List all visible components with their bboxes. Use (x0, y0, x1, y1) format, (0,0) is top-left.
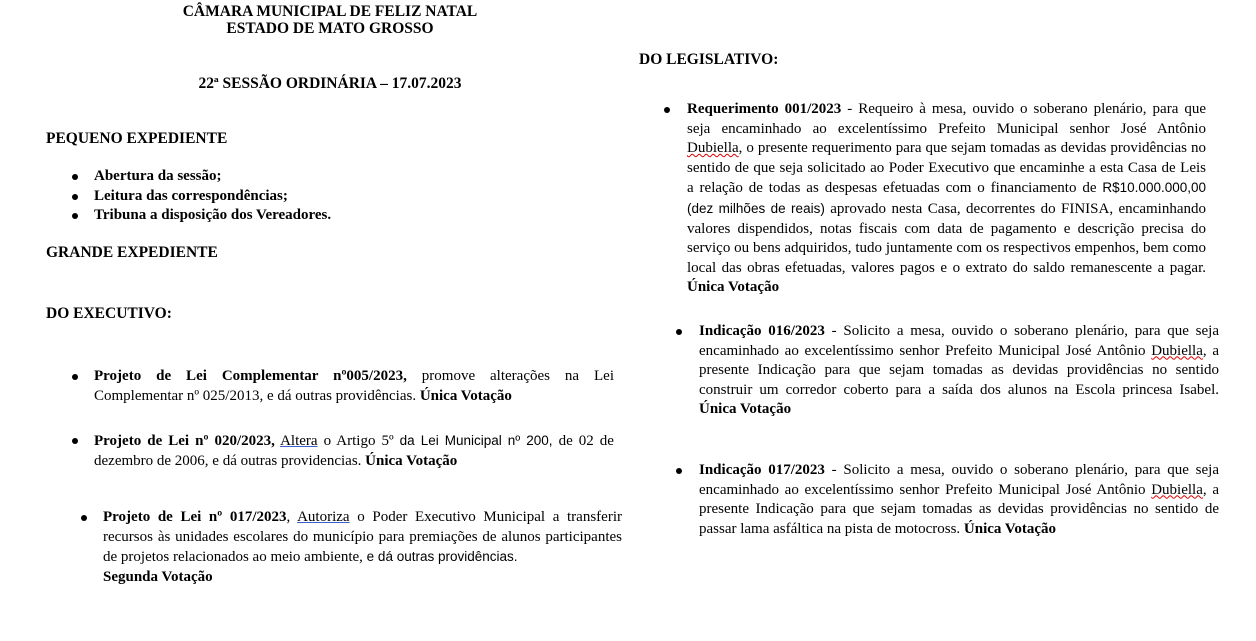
item-text: - Solicito a mesa, ouvido o soberano plenário, para que seja encaminhado ao excelentíssimo senhor Prefeito Municipal José Antônio (699, 462, 1219, 498)
list-item: Tribuna a disposição dos Vereadores. (94, 207, 332, 223)
bullet-icon (72, 438, 78, 444)
executivo-item-2 (94, 431, 614, 471)
requerimento-item (687, 100, 1206, 298)
item-vote: Única Votação (963, 520, 1057, 537)
item-text: aprovado nesta Casa, decorrentes do FINISA, encaminhando valores dispendidos, notas fiscais com data de pagamento e descrição precisa do serviço ou bens adquiridos, tudo juntamente com os respectivos empenhos, bem como local das obras efetuadas, valores pagos e o extrato do saldo remanescente a pagar. (687, 200, 1206, 276)
bullet-icon (72, 174, 78, 180)
item-text: , o presente requerimento para que sejam tomadas as devidas providências no sentido de que seja solicitado ao Poder Executivo que encaminhe a esta Casa de Leis a relação de todas as despesas efetuadas com o financiamento de (687, 140, 1206, 197)
indicacao-017-item (699, 461, 1219, 539)
item-link[interactable]: Autoriza (297, 509, 350, 525)
pequeno-expediente-heading: PEQUENO EXPEDIENTE (46, 130, 228, 147)
item-text-small: e dá outras providências. (366, 549, 518, 565)
name-spellcheck: Dubiella (1151, 481, 1203, 498)
item-text: , a presente Indicação para que sejam tomadas as devidas providências no sentido construir um corredor coberto para a saída dos alunos na Escola princesa Isabel. (699, 342, 1219, 398)
item-title: Indicação 016/2023 (699, 323, 825, 339)
name-spellcheck: Dubiella (1151, 342, 1203, 359)
item-vote: Única Votação (699, 401, 792, 418)
bullet-icon (72, 374, 78, 380)
item-text-small: R$10.000.000,00 (dez milhões de reais) (687, 180, 1206, 216)
item-title: Indicação 017/2023 (699, 462, 825, 478)
grande-expediente-heading: GRANDE EXPEDIENTE (46, 244, 218, 261)
item-text: - Requeiro à mesa, ouvido o soberano plenário, para que seja encaminhado ao excelentíssimo Prefeito Municipal senhor José Antônio (687, 101, 1206, 137)
state-name: ESTADO DE MATO GROSSO (226, 20, 434, 37)
item-title: Projeto de Lei nº 020/2023, (94, 433, 275, 449)
item-title: Projeto de Lei nº 017/2023 (103, 509, 287, 525)
session-title: 22ª SESSÃO ORDINÁRIA – 17.07.2023 (198, 75, 462, 92)
item-text: - Solicito a mesa, ouvido o soberano plenário, para que seja encaminhado ao excelentíssimo senhor Prefeito Municipal José Antônio (699, 323, 1219, 359)
list-item: Abertura da sessão; (94, 168, 222, 184)
bullet-icon (676, 468, 682, 474)
item-text-small: da Lei Municipal nº 200, (399, 433, 553, 448)
name-spellcheck: Dubiella (687, 140, 739, 157)
bullet-icon (81, 515, 87, 521)
item-vote: Segunda Votação (103, 568, 213, 585)
item-text: o Artigo 5º (317, 433, 400, 449)
item-link[interactable]: Altera (280, 433, 318, 449)
executivo-item-1 (94, 367, 614, 406)
council-name: CÂMARA MUNICIPAL DE FELIZ NATAL (182, 3, 478, 20)
executivo-item-3: Projeto de Lei nº 017/2023, Autoriza o Poder Executivo Municipal a transferir recursos às unidades escolares do município para premiações de alunos participantes de projetos relacionados ao meio ambiente, e dá outras providências. Segunda Votação (103, 509, 622, 585)
item-title: Projeto de Lei Complementar nº005/2023, (94, 368, 407, 384)
executivo-heading: DO EXECUTIVO: (46, 305, 172, 322)
item-vote: Única Votação (419, 387, 512, 404)
item-text: promove alterações na Lei Complementar nº 025/2013, e dá outras providências. (94, 368, 614, 404)
bullet-icon (676, 329, 682, 335)
item-vote: Única Votação (687, 279, 780, 296)
bullet-icon (72, 194, 78, 200)
bullet-icon (72, 213, 78, 219)
legislativo-heading: DO LEGISLATIVO: (639, 51, 779, 68)
item-vote: Única Votação (365, 452, 458, 469)
list-item: Leitura das correspondências; (94, 188, 288, 204)
item-text: de 02 de dezembro de 2006, e dá outras providencias. (94, 433, 614, 469)
item-title: Requerimento 001/2023 (687, 101, 842, 117)
bullet-icon (664, 107, 670, 113)
indicacao-016-item (699, 322, 1219, 420)
item-text: o Poder Executivo Municipal a transferir recursos às unidades escolares do município para premiações de alunos participantes de projetos relacionados ao meio ambiente, (103, 509, 622, 566)
item-text: , a presente Indicação para que sejam tomadas as devidas providências no sentido de passar lama asfáltica na pista de motocross. (699, 481, 1219, 537)
